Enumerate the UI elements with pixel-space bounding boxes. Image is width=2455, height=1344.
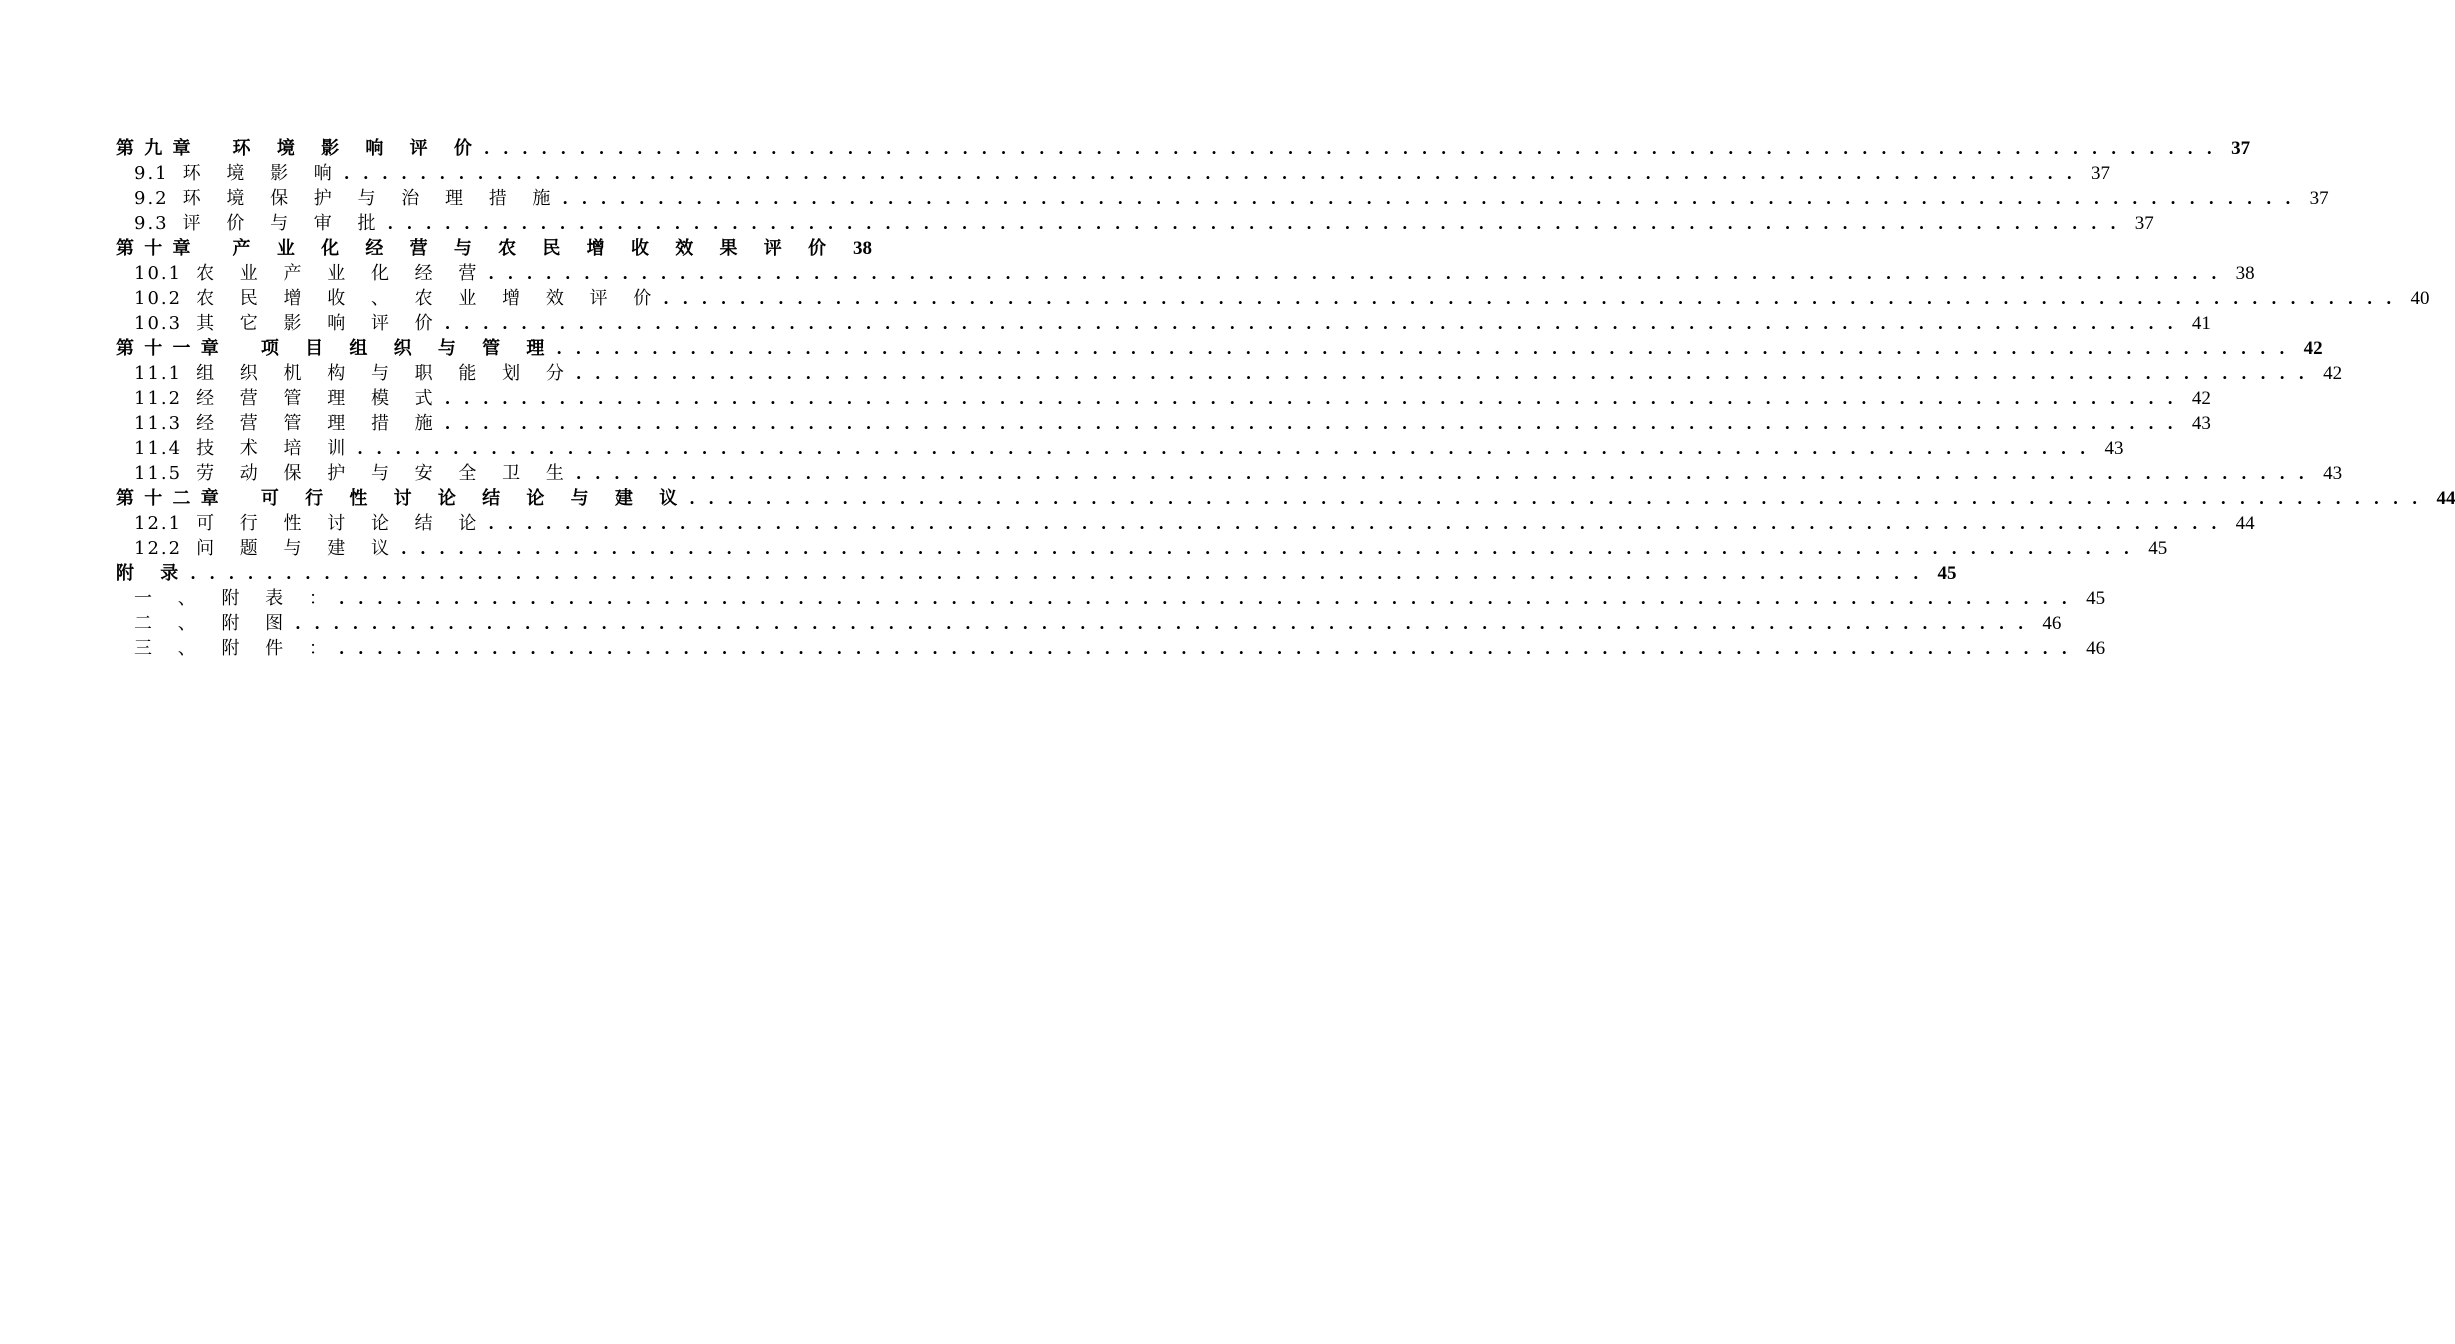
toc-entry-text: 组 织 机 构 与 职 能 划 分 <box>196 363 574 384</box>
toc-entry-title <box>116 411 443 436</box>
toc-dot-leader: . . . . . . . . . . . . . . . . . . . . . . . . . . . . . . . . . . . . . . . . . . . . . . . . . . . . . . . . . . . . . . . . . . . . . . . . . . . . . . . . . . . . . . . . . . . <box>444 414 2177 433</box>
toc-section-row[interactable] <box>116 186 2329 211</box>
toc-chapter-row[interactable] <box>116 486 2455 511</box>
toc-entry-number: 9.1 <box>134 163 169 184</box>
toc-page-number: 46 <box>2042 613 2062 634</box>
toc-page-number: 43 <box>2104 438 2124 459</box>
toc-entry-title <box>116 236 836 261</box>
toc-section-row[interactable] <box>116 161 2111 186</box>
toc-entry-text: 经 营 管 理 措 施 <box>196 413 443 434</box>
toc-dot-leader: . . . . . . . . . . . . . . . . . . . . . . . . . . . . . . . . . . . . . . . . . . . . . . . . . . . . . . . . . . . . . . . . . . . . . . . . . . . . . . . . . . . . . . . . . . . <box>483 139 2217 158</box>
toc-entry-number: 第 九 章 <box>116 138 193 159</box>
toc-dot-leader: . . . . . . . . . . . . . . . . . . . . . . . . . . . . . . . . . . . . . . . . . . . . . . . . . . . . . . . . . . . . . . . . . . . . . . . . . . . . . . . . . . . . . . . . . . . <box>444 314 2177 333</box>
toc-entry-title <box>116 586 337 611</box>
toc-entry-number: 第 十 章 <box>116 238 193 259</box>
toc-entry-text: 劳 动 保 护 与 安 全 卫 生 <box>196 463 574 484</box>
toc-page-number: 40 <box>2410 288 2430 309</box>
toc-chapter-row[interactable] <box>116 336 2323 361</box>
toc-section-row[interactable] <box>116 411 2211 436</box>
toc-entry-text: 环 境 影 响 评 价 <box>232 138 482 159</box>
toc-page-number: 45 <box>2086 588 2106 609</box>
toc-entry-text: 评 价 与 审 批 <box>182 213 386 234</box>
toc-page-number: 44 <box>2235 513 2255 534</box>
toc-dot-leader: . . . . . . . . . . . . . . . . . . . . . . . . . . . . . . . . . . . . . . . . . . . . . . . . . . . . . . . . . . . . . . . . . . . . . . . . . . . . . . . . . . . . . . . . . . . <box>689 489 2422 508</box>
toc-dot-leader: . . . . . . . . . . . . . . . . . . . . . . . . . . . . . . . . . . . . . . . . . . . . . . . . . . . . . . . . . . . . . . . . . . . . . . . . . . . . . . . . . . . . . . . . . . . <box>562 189 2295 208</box>
toc-entry-title <box>116 136 482 161</box>
toc-entry-title <box>116 536 399 561</box>
toc-entry-number: 11.4 <box>134 438 183 459</box>
toc-entry-title <box>116 386 443 411</box>
toc-section-row[interactable] <box>116 386 2211 411</box>
toc-dot-leader: . . . . . . . . . . . . . . . . . . . . . . . . . . . . . . . . . . . . . . . . . . . . . . . . . . . . . . . . . . . . . . . . . . . . . . . . . . . . . . . . . . . . . . . . . . . <box>338 639 2072 658</box>
toc-dot-leader: . . . . . . . . . . . . . . . . . . . . . . . . . . . . . . . . . . . . . . . . . . . . . . . . . . . . . . . . . . . . . . . . . . . . . . . . . . . . . . . . . . . . . . . . . . . <box>190 564 1923 583</box>
toc-entry-title <box>116 461 574 486</box>
toc-section-row[interactable] <box>116 361 2343 386</box>
toc-entry-text: 经 营 管 理 模 式 <box>196 388 443 409</box>
toc-entry-title <box>116 486 687 511</box>
toc-entry-title <box>116 186 560 211</box>
toc-dot-leader: . . . . . . . . . . . . . . . . . . . . . . . . . . . . . . . . . . . . . . . . . . . . . . . . . . . . . . . . . . . . . . . . . . . . . . . . . . . . . . . . . . . . . . . . . . . <box>488 264 2221 283</box>
toc-section-row[interactable] <box>116 511 2255 536</box>
toc-dot-leader: . . . . . . . . . . . . . . . . . . . . . . . . . . . . . . . . . . . . . . . . . . . . . . . . . . . . . . . . . . . . . . . . . . . . . . . . . . . . . . . . . . . . . . . . . . . <box>338 589 2072 608</box>
toc-entry-title <box>116 436 355 461</box>
toc-entry-text: 附 录 <box>116 563 189 584</box>
toc-chapter-row[interactable] <box>116 236 873 261</box>
toc-dot-leader: . . . . . . . . . . . . . . . . . . . . . . . . . . . . . . . . . . . . . . . . . . . . . . . . . . . . . . . . . . . . . . . . . . . . . . . . . . . . . . . . . . . . . . . . . . . <box>357 439 2090 458</box>
toc-page-number: 42 <box>2303 338 2323 359</box>
toc-dot-leader: . . . . . . . . . . . . . . . . . . . . . . . . . . . . . . . . . . . . . . . . . . . . . . . . . . . . . . . . . . . . . . . . . . . . . . . . . . . . . . . . . . . . . . . . . . . <box>663 289 2396 308</box>
toc-entry-text: 环 境 保 护 与 治 理 措 施 <box>182 188 561 209</box>
toc-page-number: 41 <box>2191 313 2211 334</box>
toc-section-row[interactable] <box>116 261 2255 286</box>
toc-entry-number: 10.3 <box>134 313 183 334</box>
toc-dot-leader: . . . . . . . . . . . . . . . . . . . . . . . . . . . . . . . . . . . . . . . . . . . . . . . . . . . . . . . . . . . . . . . . . . . . . . . . . . . . . . . . . . . . . . . . . . . <box>488 514 2221 533</box>
toc-chapter-row[interactable] <box>116 136 2251 161</box>
toc-page-number: 37 <box>2231 138 2251 159</box>
toc-appendix-row[interactable] <box>116 611 2062 636</box>
toc-entry-text: 农 民 增 收 、 农 业 增 效 评 价 <box>196 288 662 309</box>
toc-page-number: 44 <box>2436 488 2455 509</box>
toc-page-number: 45 <box>2148 538 2168 559</box>
toc-section-row[interactable] <box>116 286 2430 311</box>
table-of-contents <box>116 136 2455 661</box>
toc-entry-text: 技 术 培 训 <box>196 438 356 459</box>
toc-page-number: 43 <box>2323 463 2343 484</box>
toc-entry-number: 第 十 二 章 <box>116 488 221 509</box>
toc-dot-leader: . . . . . . . . . . . . . . . . . . . . . . . . . . . . . . . . . . . . . . . . . . . . . . . . . . . . . . . . . . . . . . . . . . . . . . . . . . . . . . . . . . . . . . . . . . . <box>343 164 2077 183</box>
toc-entry-title <box>116 286 661 311</box>
toc-page-number: 46 <box>2086 638 2106 659</box>
toc-entry-number: 11.3 <box>134 413 183 434</box>
toc-entry-number: 11.2 <box>134 388 183 409</box>
toc-page-number: 38 <box>2235 263 2255 284</box>
toc-entry-number: 11.1 <box>134 363 183 384</box>
toc-entry-title <box>116 561 188 586</box>
toc-page-number: 37 <box>2091 163 2111 184</box>
toc-entry-title <box>116 161 342 186</box>
toc-dot-leader: . . . . . . . . . . . . . . . . . . . . . . . . . . . . . . . . . . . . . . . . . . . . . . . . . . . . . . . . . . . . . . . . . . . . . . . . . . . . . . . . . . . . . . . . . . . <box>444 389 2177 408</box>
toc-page-number: 37 <box>2134 213 2154 234</box>
toc-page-number: 37 <box>2309 188 2329 209</box>
toc-page-number: 38 <box>853 238 873 259</box>
toc-entry-title <box>116 636 337 661</box>
toc-entry-text: 产 业 化 经 营 与 农 民 增 收 效 果 评 价 <box>232 238 837 259</box>
toc-dot-leader: . . . . . . . . . . . . . . . . . . . . . . . . . . . . . . . . . . . . . . . . . . . . . . . . . . . . . . . . . . . . . . . . . . . . . . . . . . . . . . . . . . . . . . . . . . . <box>575 364 2309 383</box>
toc-entry-number: 9.3 <box>134 213 169 234</box>
toc-entry-number: 第 十 一 章 <box>116 338 221 359</box>
toc-dot-leader: . . . . . . . . . . . . . . . . . . . . . . . . . . . . . . . . . . . . . . . . . . . . . . . . . . . . . . . . . . . . . . . . . . . . . . . . . . . . . . . . . . . . . . . . . . . <box>575 464 2309 483</box>
toc-entry-text: 二 、 附 图 <box>134 613 294 634</box>
toc-page-number: 43 <box>2191 413 2211 434</box>
toc-entry-text: 可 行 性 讨 论 结 论 与 建 议 <box>260 488 688 509</box>
toc-entry-text: 一 、 附 表 ： <box>134 588 337 609</box>
toc-entry-title <box>116 361 574 386</box>
toc-chapter-row[interactable] <box>116 561 1957 586</box>
toc-entry-title <box>116 211 386 236</box>
toc-appendix-row[interactable] <box>116 586 2106 611</box>
toc-page-number: 42 <box>2191 388 2211 409</box>
toc-entry-text: 三 、 附 件 ： <box>134 638 337 659</box>
toc-entry-number: 9.2 <box>134 188 169 209</box>
toc-entry-title <box>116 336 554 361</box>
toc-entry-number: 10.1 <box>134 263 183 284</box>
toc-page-number: 45 <box>1937 563 1957 584</box>
toc-section-row[interactable] <box>116 311 2211 336</box>
toc-entry-title <box>116 611 293 636</box>
toc-section-row[interactable] <box>116 436 2124 461</box>
toc-entry-text: 环 境 影 响 <box>182 163 342 184</box>
toc-entry-text: 问 题 与 建 议 <box>196 538 399 559</box>
toc-appendix-row[interactable] <box>116 636 2106 661</box>
toc-entry-text: 可 行 性 讨 论 结 论 <box>196 513 487 534</box>
toc-entry-text: 农 业 产 业 化 经 营 <box>196 263 487 284</box>
toc-entry-number: 11.5 <box>134 463 183 484</box>
toc-entry-title <box>116 511 486 536</box>
toc-entry-text: 其 它 影 响 评 价 <box>196 313 443 334</box>
toc-dot-leader: . . . . . . . . . . . . . . . . . . . . . . . . . . . . . . . . . . . . . . . . . . . . . . . . . . . . . . . . . . . . . . . . . . . . . . . . . . . . . . . . . . . . . . . . . . . <box>295 614 2028 633</box>
toc-dot-leader: . . . . . . . . . . . . . . . . . . . . . . . . . . . . . . . . . . . . . . . . . . . . . . . . . . . . . . . . . . . . . . . . . . . . . . . . . . . . . . . . . . . . . . . . . . . <box>387 214 2120 233</box>
toc-entry-text: 项 目 组 织 与 管 理 <box>260 338 555 359</box>
toc-section-row[interactable] <box>116 461 2343 486</box>
toc-entry-number: 12.1 <box>134 513 183 534</box>
toc-section-row[interactable] <box>116 211 2154 236</box>
toc-dot-leader: . . . . . . . . . . . . . . . . . . . . . . . . . . . . . . . . . . . . . . . . . . . . . . . . . . . . . . . . . . . . . . . . . . . . . . . . . . . . . . . . . . . . . . . . . . . <box>556 339 2289 358</box>
toc-entry-title <box>116 311 443 336</box>
toc-entry-number: 12.2 <box>134 538 183 559</box>
toc-page-number: 42 <box>2323 363 2343 384</box>
toc-entry-title <box>116 261 486 286</box>
toc-dot-leader: . . . . . . . . . . . . . . . . . . . . . . . . . . . . . . . . . . . . . . . . . . . . . . . . . . . . . . . . . . . . . . . . . . . . . . . . . . . . . . . . . . . . . . . . . . . <box>400 539 2134 558</box>
toc-entry-number: 10.2 <box>134 288 183 309</box>
toc-section-row[interactable] <box>116 536 2168 561</box>
